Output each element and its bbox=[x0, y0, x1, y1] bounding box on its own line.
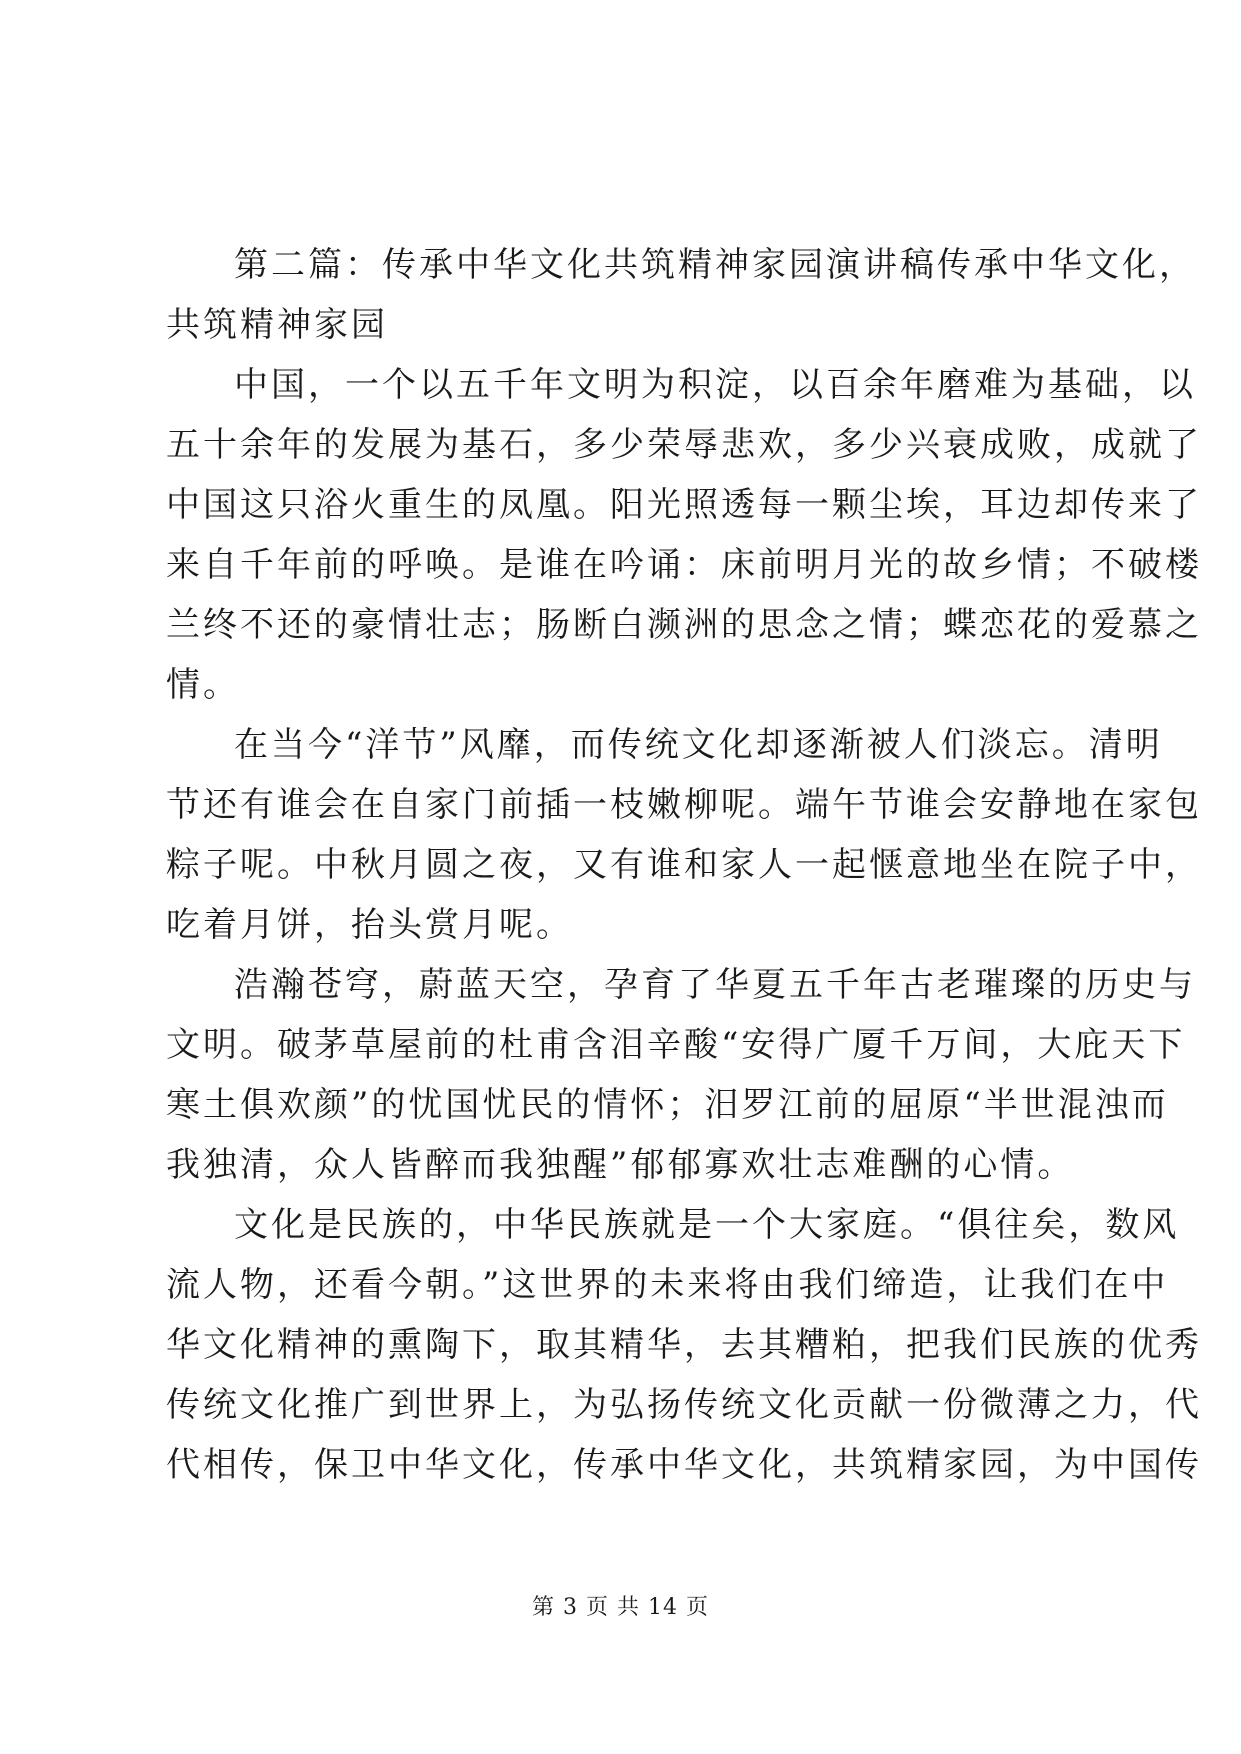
title-line: 共筑精神家园 bbox=[166, 305, 388, 345]
paragraph-line: 情。 bbox=[166, 665, 240, 705]
paragraph-line: 浩瀚苍穹，蔚蓝天空，孕育了华夏五千年古老璀璨的历史与 bbox=[234, 965, 1196, 1005]
paragraph bbox=[166, 715, 1202, 955]
paragraph-line: 文明。破茅草屋前的杜甫含泪辛酸“安得广厦千万间，大庇天下 bbox=[166, 1025, 1186, 1065]
paragraph-line: 来自千年前的呼唤。是谁在吟诵：床前明月光的故乡情；不破楼 bbox=[166, 545, 1202, 585]
paragraph-line: 寒土俱欢颜”的忧国忧民的情怀；汨罗江前的屈原“半世混浊而 bbox=[166, 1085, 1169, 1125]
paragraph-line: 节还有谁会在自家门前插一枝嫩柳呢。端午节谁会安静地在家包 bbox=[166, 785, 1202, 825]
paragraph-line: 我独清，众人皆醉而我独醒”郁郁寡欢壮志难酬的心情。 bbox=[166, 1145, 1075, 1185]
paragraph-line: 吃着月饼，抬头赏月呢。 bbox=[166, 905, 573, 945]
paragraph-line: 传统文化推广到世界上，为弘扬传统文化贡献一份微薄之力，代 bbox=[166, 1385, 1202, 1425]
document-body bbox=[166, 235, 1202, 1495]
paragraph bbox=[166, 955, 1196, 1195]
document-title bbox=[166, 235, 1196, 355]
paragraph bbox=[166, 355, 1202, 715]
paragraph-line: 流人物，还看今朝。”这世界的未来将由我们缔造，让我们在中 bbox=[166, 1265, 1169, 1305]
paragraph-line: 文化是民族的，中华民族就是一个大家庭。“俱往矣，数风 bbox=[234, 1205, 1180, 1245]
paragraph-line: 中国这只浴火重生的凤凰。阳光照透每一颗尘埃，耳边却传来了 bbox=[166, 485, 1202, 525]
paragraph-line: 在当今“洋节”风靡，而传统文化却逐渐被人们淡忘。清明 bbox=[234, 725, 1163, 765]
paragraph-line: 兰终不还的豪情壮志；肠断白濒洲的思念之情；蝶恋花的爱慕之 bbox=[166, 605, 1202, 645]
paragraph-line: 代相传，保卫中华文化，传承中华文化，共筑精家园，为中国传 bbox=[166, 1445, 1202, 1485]
page-number-footer: 第 3 页 共 14 页 bbox=[532, 1595, 709, 1620]
paragraph bbox=[166, 1195, 1202, 1495]
paragraph-line: 五十余年的发展为基石，多少荣辱悲欢，多少兴衰成败，成就了 bbox=[166, 425, 1202, 465]
paragraph-line: 中国，一个以五千年文明为积淀，以百余年磨难为基础，以 bbox=[234, 365, 1196, 405]
title-line: 第二篇：传承中华文化共筑精神家园演讲稿传承中华文化， bbox=[234, 245, 1196, 285]
paragraph-line: 粽子呢。中秋月圆之夜，又有谁和家人一起惬意地坐在院子中， bbox=[166, 845, 1202, 885]
paragraph-line: 华文化精神的熏陶下，取其精华，去其糟粕，把我们民族的优秀 bbox=[166, 1325, 1202, 1365]
